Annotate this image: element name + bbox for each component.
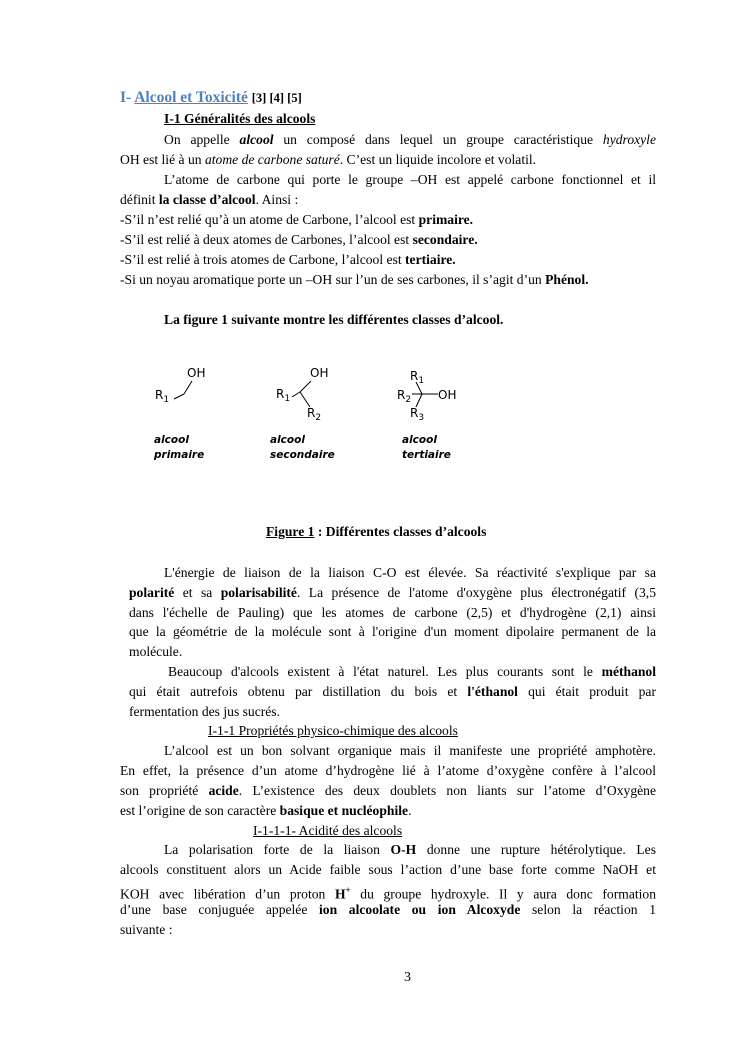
list-item: -Si un noyau aromatique porte un –OH sur l’un de ses carbones, il s’agit d’un Phénol. bbox=[120, 272, 589, 287]
figure-label: tertiaire bbox=[402, 449, 451, 461]
list-item: -S’il est relié à deux atomes de Carbones, l’alcool est secondaire. bbox=[120, 232, 478, 247]
figure-label: secondaire bbox=[270, 449, 335, 461]
figure-label: alcool bbox=[154, 434, 189, 446]
para2-line2: définit la classe d’alcool. Ainsi : bbox=[120, 192, 299, 207]
para3-line3: dans l'échelle de Pauling) que les atomes de carbone (2,5) et d'hydrogène (2,1) ainsi bbox=[129, 605, 656, 620]
alcohol-classes-figure bbox=[140, 355, 480, 475]
figure-caption: Figure 1 : Différentes classes d’alcools bbox=[266, 524, 487, 539]
para6-line1: La polarisation forte de la liaison O-H donne une rupture hétérolytique. Les bbox=[164, 842, 656, 857]
figure-intro: La figure 1 suivante montre les différentes classes d’alcool. bbox=[164, 312, 504, 327]
section-title: Alcool et Toxicité bbox=[134, 89, 248, 106]
r-label: $R_1$ bbox=[155, 388, 170, 405]
para5-line2: En effet, la présence d’un atome d’hydrogène lié à l’atome d’oxygène confère à l’alcool bbox=[120, 763, 656, 778]
para3-line5: molécule. bbox=[129, 644, 183, 659]
para5-line3: son propriété acide. L’existence des deux doublets non liants sur l’atome d’Oxygène bbox=[120, 783, 656, 798]
para4-line1: Beaucoup d'alcools existent à l'état naturel. Les plus courants sont le méthanol bbox=[168, 664, 656, 679]
para3-line2: polarité et sa polarisabilité. La présence de l'atome d'oxygène plus électronégatif (3,5 bbox=[129, 585, 656, 600]
para4-line2: qui était autrefois obtenu par distillation du bois et l'éthanol qui était produit par bbox=[129, 684, 656, 699]
para6-line4: d’une base conjuguée appelée ion alcoolate ou ion Alcoxyde selon la réaction 1 bbox=[120, 902, 656, 917]
para2-line1: L’atome de carbone qui porte le groupe –OH est appelé carbone fonctionnel et il bbox=[164, 172, 656, 187]
figure-label: alcool bbox=[402, 434, 437, 446]
r-label: $R_1$ bbox=[276, 387, 291, 404]
section-heading bbox=[120, 90, 302, 106]
para3-line1: L'énergie de liaison de la liaison C-O est élevée. Sa réactivité s'explique par sa bbox=[164, 565, 656, 580]
subsection-title: I-1 Généralités des alcools bbox=[164, 111, 316, 126]
para4-line3: fermentation des jus sucrés. bbox=[129, 704, 280, 719]
r-label: $R_1$ bbox=[410, 369, 425, 386]
para6-line2: alcools constituent alors un Acide faible sous l’action d’une base forte comme NaOH et bbox=[120, 862, 656, 877]
para5-line1: L’alcool est un bon solvant organique mais il manifeste une propriété amphotère. bbox=[164, 743, 656, 758]
page-number: 3 bbox=[404, 970, 411, 985]
r-label: $R_2$ bbox=[307, 406, 322, 423]
r-label: $R_2$ bbox=[397, 388, 412, 405]
subsection-title: I-1-1 Propriétés physico-chimique des alcools bbox=[208, 723, 458, 738]
para1-line1: On appelle alcool un composé dans lequel un groupe caractéristique hydroxyle bbox=[164, 132, 656, 147]
oh-label: OH bbox=[310, 366, 329, 380]
para6-line3: KOH avec libération d’un proton H+ du groupe hydroxyle. Il y aura donc formation bbox=[120, 885, 656, 902]
figure-label: alcool bbox=[270, 434, 305, 446]
para5-line4: est l’origine de son caractère basique et nucléophile. bbox=[120, 803, 412, 818]
r-label: $R_3$ bbox=[410, 406, 425, 423]
section-references: [3] [4] [5] bbox=[251, 91, 302, 105]
list-item: -S’il est relié à trois atomes de Carbone, l’alcool est tertiaire. bbox=[120, 252, 456, 267]
section-number: I- bbox=[120, 89, 132, 106]
figure-label: primaire bbox=[154, 449, 205, 461]
oh-label: OH bbox=[187, 366, 206, 380]
para1-line2: OH est lié à un atome de carbone saturé. C’est un liquide incolore et volatil. bbox=[120, 152, 537, 167]
list-item: -S’il n’est relié qu’à un atome de Carbone, l’alcool est primaire. bbox=[120, 212, 474, 227]
subsection-title: I-1-1-1- Acidité des alcools bbox=[253, 823, 403, 838]
oh-label: OH bbox=[438, 388, 457, 402]
para6-line5: suivante : bbox=[120, 922, 173, 937]
para3-line4: que la géométrie de la molécule sont à l'origine d'un moment dipolaire permanent de la bbox=[129, 624, 656, 639]
